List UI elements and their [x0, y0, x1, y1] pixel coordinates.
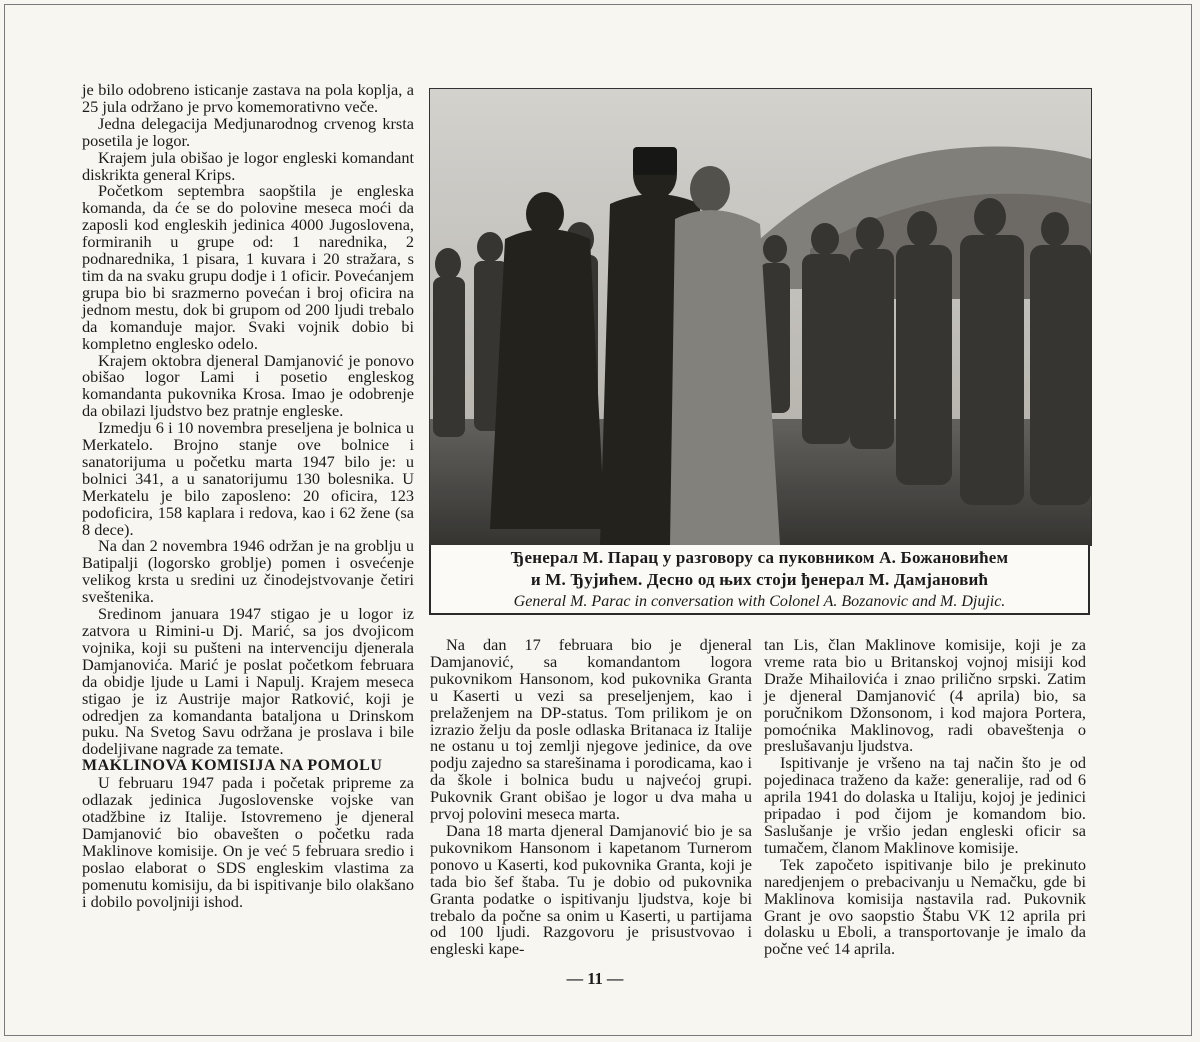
- paragraph: je bilo odobreno isticanje zastava na pola koplja, a 25 jula održano je prvo komemorativno veče.: [82, 80, 414, 116]
- paragraph: Krajem jula obišao je logor engleski komandant diskrikta general Krips.: [82, 147, 414, 184]
- text-column-right: [764, 637, 1086, 958]
- photograph: [429, 88, 1092, 546]
- paragraph: Ispitivanje je vršeno na taj način što je od pojedinaca traženo da kaže: generalije, rad od 6 aprila 1941 do dolaska u Italiju, kojoj je jedinici pripadao i pod čijom je komandom bio. Saslušanje je vršio jedan engleski oficir sa tumačem, članom Maklinove komisije.: [764, 753, 1086, 857]
- text-column-middle: [430, 637, 752, 958]
- paragraph: U februaru 1947 pada i početak pripreme za odlazak jedinica Jugoslovenske vojske van otadžbine iz Italije. Istovremeno je djeneral Damjanović bio obavešten o početku rada Maklinove komisije. On je već 5 februara sredio i poslao elaborat o SDS engleskim vlastima za pomenutu komisiju, da bi ispitivanje bilo olakšano i dobilo povoljniji ishod.: [82, 773, 414, 911]
- paragraph: Dana 18 marta djeneral Damjanović bio je sa pukovnikom Hansonom i kapetanom Turnerom ponovo u Kaserti, kod pukovnika Granta, koji je tada bio šef štaba. Tu je dobio od pukovnika Granta podatke o ispitivanju ljudstva, koje bi trebalo da počne sa onim u Kaserti, u partijama od 100 ljudi. Razgovoru je prisustvovao i engleski kape-: [430, 820, 752, 959]
- paragraph: Sredinom januara 1947 stigao je u logor iz zatvora u Rimini-u Dj. Marić, sa jos dvojicom vojnika, koji su pušteni na intervenciju djenerala Damjanovića. Marić je poslat početkom februara da obidje ljude u Lami i Napulj. Krajem meseca stigao je iz Austrije major Ratković, koji je odredjen za komandanta bataljona u Drinskom puku. Na Svetog Savu održana je proslava i bile dodeljivane nagrade za temate.: [82, 604, 414, 759]
- caption-cyrillic-line-1: Ђенерал М. Парац у разговору са пуковником А. Божановићем: [510, 548, 1009, 567]
- paragraph: Izmedju 6 i 10 novembra preseljena je bolnica u Merkatelo. Brojno stanje ove bolnice i sanatorijuma u početku marta 1947 bilo je: u bolnici 341, a u sanatorijumu 130 bolesnika. U Merkatelu je bilo zaposleno: 20 oficira, 123 podoficira, 158 kaplara i redova, kao i 62 žene (sa 8 dece).: [82, 418, 414, 539]
- paragraph: Jedna delegacija Medjunarodnog crvenog krsta posetila je logor.: [82, 113, 414, 150]
- paragraph: Na dan 2 novembra 1946 održan je na groblju u Batipalji (logorsko groblje) pomen i osvećenje velikog krsta u sredini uz činodejstvovanje četiri sveštenika.: [82, 536, 414, 607]
- section-heading: MAKLINOVA KOMISIJA NA POMOLU: [82, 757, 383, 775]
- text-column-left: [82, 82, 414, 910]
- paragraph: Krajem oktobra djeneral Damjanović je ponovo obišao logor Lami i posetio engleskog komandanta pukovnika Krosa. Imao je odobrenje da obilazi ljudstvo bez pratnje engleske.: [82, 350, 414, 421]
- paragraph: Početkom septembra saopštila je engleska komanda, da će se do polovine meseca moći da zaposli kod engleskih jedinica 4000 Jugoslovena, formiranih u grupe od: 1 narednika, 2 podnarednika, 1 pisara, 1 kuvara i 20 stražara, s tim da na svaku grupu dodje i 1 oficir. Povećanjem grupa bio bi srazmerno povećan i broj oficira na jednom mestu, dok bi grupom od 200 ljudi trebalo da komanduje major. Svaki vojnik dobio bi kompletno englesko odelo.: [82, 181, 414, 353]
- page-number: — 11 —: [566, 969, 624, 988]
- photo-caption: [429, 545, 1090, 615]
- caption-cyrillic-line-2: и М. Ђујићем. Десно од њих стоји ђенерал М. Дамјановић: [530, 570, 989, 589]
- paragraph: Tek započeto ispitivanje bilo je prekinuto naredjenjem o prebacivanju u Nemačku, gde bi Maklinova komisija nastavila rad. Pukovnik Grant je ovo saopstio Štabu VK 12 aprila pri dolasku u Eboli, a transportovanje je imalo da počne već 14 aprila.: [764, 854, 1086, 959]
- caption-latin: General M. Parac in conversation with Colonel A. Bozanovic and M. Djujic.: [513, 593, 1006, 610]
- paragraph: Na dan 17 februara bio je djeneral Damjanović, sa komandantom logora pukovnikom Hansonom, kod pukovnika Granta u Kaserti u vezi sa preseljenjem, kao i prelaženjem na DP-status. Tom prilikom je on izrazio želju da posle odlaska Britanaca iz Italije ne ostanu u toj zemlji njegove jedinice, da ove podju zajedno sa starešinama i porodicama, kao i da škole i bolnica budu u najvećoj grupi. Pukovnik Grant obišao je logor u dva maha u prvoj polovini meseca marta.: [430, 635, 752, 824]
- paragraph: tan Lis, član Maklinove komisije, koji je za vreme rata bio u Britanskoj vojnoj misiji kod Draže Mihailovića i znao prilično srpski. Zatim je djeneral Damjanović (4 aprila) bio, sa poručnikom Džonsonom, i kod majora Portera, pomoćnika Maklinovog, radi obaveštenja o preslušavanju ljudstva.: [764, 635, 1086, 756]
- photograph-image: [430, 89, 1091, 545]
